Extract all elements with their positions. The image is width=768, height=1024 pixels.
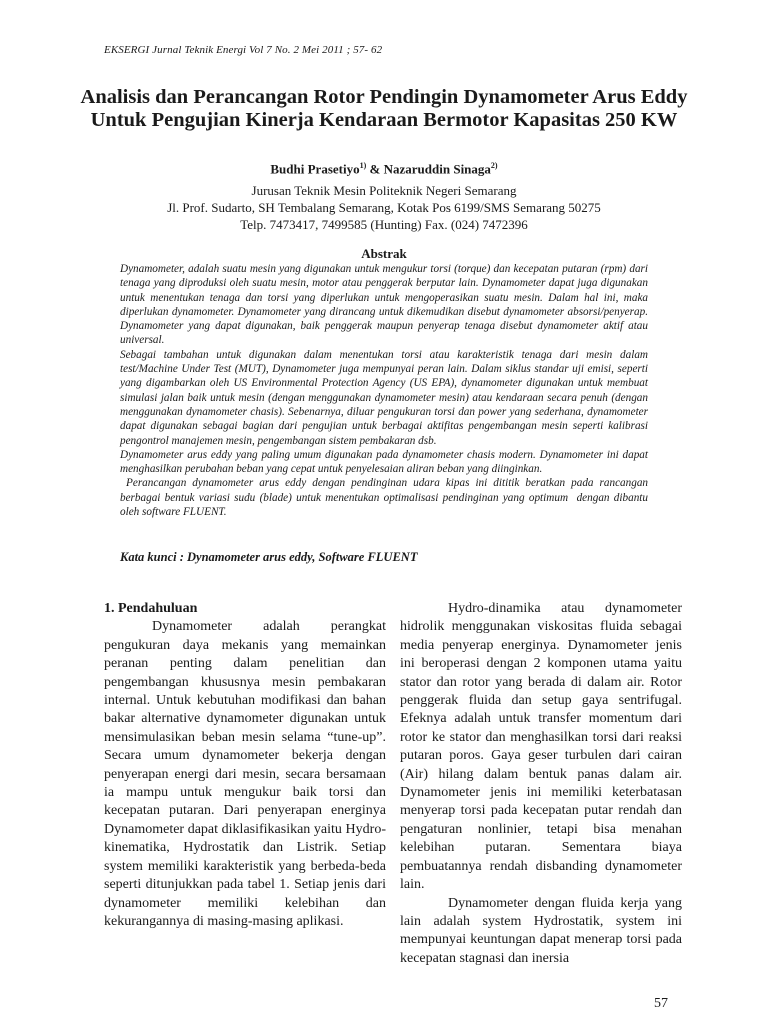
affiliation-line-2: Jl. Prof. Sudarto, SH Tembalang Semarang, Kotak Pos 6199/SMS Semarang 50275 (167, 200, 601, 215)
author-2: Nazaruddin Sinaga (383, 161, 491, 177)
paper-title (70, 86, 698, 132)
author-1-affil-mark: 1) (359, 161, 367, 170)
title-line-2: Untuk Pengujian Kinerja Kendaraan Bermotor Kapasitas 250 KW (90, 109, 678, 131)
affiliation-line-1: Jurusan Teknik Mesin Politeknik Negeri Semarang (251, 183, 517, 198)
author-2-affil-mark: 2) (490, 161, 498, 170)
right-column-paragraph-1: Hydro-dinamika atau dynamometer hidrolik menggunakan viskositas fluida sebagai media penyerap energinya. Dynamometer jenis ini beroperasi dengan 2 komponen utama yaitu stator dan rotor yang berada di dalam air. Rotor penggerak fluida dan setup gaya sentrifugal. Efeknya adalah untuk transfer momentum dari rotor ke stator dan menghasilkan torsi dari reaksi putaran poros. Gaya geser turbulen dari cairan (Air) hilang dalam bentuk panas dalam air. Dynamometer jenis ini memiliki keterbatasan menyerap torsi pada kecepatan putar rendah dan pengaturan nonlinier, tetapi bisa menahan kelebihan putaran. Sementara biaya pembuatannya rendah disbanding dynamometer lain. (400, 601, 682, 893)
journal-header: EKSERGI Jurnal Teknik Energi Vol 7 No. 2 Mei 2011 ; 57- 62 (104, 44, 383, 56)
title-line-1: Analisis dan Perancangan Rotor Pendingin Dynamometer Arus Eddy (80, 86, 688, 108)
abstract-paragraph-3: Dynamometer arus eddy yang paling umum digunakan pada dynamometer chasis modern. Dynamometer ini dapat menghasilkan perubahan beban yang cepat untuk penyelesaian aliran beban yang diinginkan. (120, 448, 648, 476)
author-list (70, 161, 698, 177)
affiliation-line-3: Telp. 7473417, 7499585 (Hunting) Fax. (024) 7472396 (240, 217, 528, 232)
abstract-paragraph-2: Sebagai tambahan untuk digunakan dalam menentukan torsi atau karakteristik tenaga dari mesin dalam test/Machine Under Test (MUT), Dynamometer juga mempunyai peran lain. Dalam siklus standar uji emisi, seperti yang digambarkan oleh US Environmental Protection Agency (US EPA), dynamometer digunakan untuk membuat simulasi jalan baik untuk mesin (dengan menggunakan dynamometer mesin) atau kendaraan secara penuh (dengan menggunakan dynamometer chasis). Sebenarnya, diluar pengukuran torsi dan power yang sederhana, dynamometer dapat digunakan sebagai bagian dari pengujian untuk berbagai aktifitas pengembangan mesin seperti kalibrasi pengontrol manajemen mesin, pengembangan sistem pembakaran dsb. (120, 348, 648, 447)
keywords: Kata kunci : Dynamometer arus eddy, Software FLUENT (120, 550, 418, 564)
affiliation-block (70, 182, 698, 233)
right-column (400, 600, 682, 968)
right-column-paragraph-2: Dynamometer dengan fluida kerja yang lain adalah system Hydrostatik, system ini mempunyai keuntungan dapat menerap torsi pada kecepatan stagnasi dan inersia (400, 895, 682, 966)
section-heading-pendahuluan: 1. Pendahuluan (104, 601, 198, 616)
abstract-paragraph-4: Perancangan dynamometer arus eddy dengan pendinginan udara kipas ini dititik beratkan pada rancangan berbagai bentuk variasi sudu (blade) untuk menentukan optimalisasi pendinginan yang optimum dengan dibantu oleh software FLUENT. (120, 477, 651, 519)
left-column (104, 600, 386, 931)
abstract-paragraph-1: Dynamometer, adalah suatu mesin yang digunakan untuk mengukur torsi (torque) dan kecepatan putaran (rpm) dari tenaga yang diproduksi oleh suatu mesin, motor atau penggerak berputar lain. Dynamometer dapat juga digunakan untuk menentukan tenaga dan torsi yang diperlukan untuk mengoperasikan suatu mesin. Dalam hal ini, maka diperlukan dynamometer. Dynamometer yang dirancang untuk dikemudikan disebut dynamometer absorsi/penyerap. Dynamometer yang dapat digunakan, baik penggerak maupun penyerap tenaga disebut dynamometer aktif atau universal. (120, 263, 648, 347)
author-1: Budhi Prasetiyo (270, 161, 360, 177)
page-number: 57 (654, 996, 668, 1011)
abstract-body (120, 262, 651, 519)
abstract-heading: Abstrak (361, 246, 407, 261)
author-separator: & (366, 161, 384, 177)
left-column-paragraph-1: Dynamometer adalah perangkat pengukuran daya mekanis yang memainkan peranan penting dalam penelitian dan pengembangan khususnya mesin pembakaran internal. Untuk kebutuhan modifikasi dan bahan bakar alternative dynamometer digunakan untuk mensimulasikan beban mesin selama “tune-up”. Secara umum dynamometer bekerja dengan penyerapan energi dari mesin, secara bersamaan ia mampu untuk mengukur baik torsi dan kecepatan putaran. Dari penyerapan energinya Dynamometer dapat diklasifikasikan yaitu Hydro-kinematika, Hydrostatik dan Listrik. Setiap system memiliki karakteristik yang berbeda-beda seperti ditunjukkan pada tabel 1. Setiap jenis dari dynamometer memiliki kelebihan dan kekurangannya di masing-masing aplikasi. (104, 619, 386, 929)
